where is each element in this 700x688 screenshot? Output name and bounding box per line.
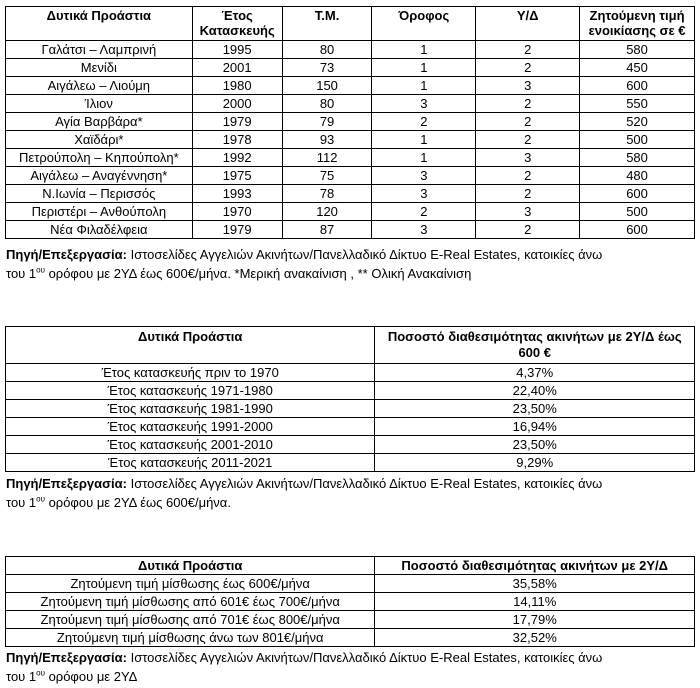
- table-cell: 2000: [192, 95, 282, 113]
- source-text: του 1: [6, 495, 37, 510]
- table-cell: 1980: [192, 77, 282, 95]
- table-row: [6, 113, 695, 131]
- table-cell: 2: [372, 203, 476, 221]
- table-cell: 80: [282, 95, 372, 113]
- table-row: [6, 41, 695, 59]
- source-note: [6, 245, 696, 283]
- table-cell: Περιστέρι – Ανθούπολη: [6, 203, 193, 221]
- table-row: [6, 131, 695, 149]
- header-sqm: Τ.Μ.: [282, 7, 372, 41]
- table-row: [6, 629, 695, 647]
- table-row: [6, 382, 695, 400]
- table-cell: 1992: [192, 149, 282, 167]
- table-cell: 35,58%: [375, 575, 695, 593]
- table-cell: 480: [580, 167, 695, 185]
- table-header-row: [6, 557, 695, 575]
- table-cell: 93: [282, 131, 372, 149]
- table-cell: 3: [372, 95, 476, 113]
- table-cell: Έτος κατασκευής 1991-2000: [6, 418, 375, 436]
- table-cell: 2: [476, 185, 580, 203]
- table-header-row: [6, 7, 695, 41]
- header-area: Δυτικά Προάστια: [6, 557, 375, 575]
- table-row: [6, 364, 695, 382]
- table-cell: 75: [282, 167, 372, 185]
- source-superscript: ου: [36, 494, 45, 504]
- source-text: του 1: [6, 669, 37, 684]
- table-cell: 550: [580, 95, 695, 113]
- header-area: Δυτικά Προάστια: [6, 7, 193, 41]
- table-cell: 150: [282, 77, 372, 95]
- table-cell: Αγία Βαρβάρα*: [6, 113, 193, 131]
- table-cell: 23,50%: [375, 436, 695, 454]
- table-cell: 580: [580, 41, 695, 59]
- table-cell: 87: [282, 221, 372, 239]
- table-cell: 600: [580, 221, 695, 239]
- table-cell: 2: [476, 113, 580, 131]
- table-cell: 3: [476, 203, 580, 221]
- rentals-table-body: [6, 41, 695, 239]
- table-cell: Ζητούμενη τιμή μίσθωσης από 701€ έως 800€/μήνα: [6, 611, 375, 629]
- table-cell: 600: [580, 77, 695, 95]
- table-cell: 2: [476, 131, 580, 149]
- table-cell: 3: [372, 167, 476, 185]
- table-cell: 2: [476, 41, 580, 59]
- header-availability: Ποσοστό διαθεσιμότητας ακινήτων με 2Υ/Δ έως 600 €: [375, 327, 695, 364]
- table-row: [6, 418, 695, 436]
- table-cell: Έτος κατασκευής 2011-2021: [6, 454, 375, 472]
- table-row: [6, 593, 695, 611]
- table-cell: 600: [580, 185, 695, 203]
- header-rent: Ζητούμενη τιμή ενοικίασης σε €: [580, 7, 695, 41]
- table-cell: 22,40%: [375, 382, 695, 400]
- table-cell: 3: [476, 77, 580, 95]
- table-row: [6, 400, 695, 418]
- availability-by-price-table: [5, 556, 695, 647]
- table-cell: 1: [372, 131, 476, 149]
- table-row: [6, 203, 695, 221]
- table-cell: Έτος κατασκευής 1971-1980: [6, 382, 375, 400]
- table-cell: 2: [476, 95, 580, 113]
- table-row: [6, 149, 695, 167]
- table-cell: 4,37%: [375, 364, 695, 382]
- table-cell: 23,50%: [375, 400, 695, 418]
- source-text: Ιστοσελίδες Αγγελιών Ακινήτων/Πανελλαδικό Δίκτυο E-Real Estates, κατοικίες άνω: [126, 247, 603, 262]
- table-cell: 1: [372, 149, 476, 167]
- table-cell: 79: [282, 113, 372, 131]
- table-cell: 3: [372, 221, 476, 239]
- table-cell: 1975: [192, 167, 282, 185]
- table-cell: 500: [580, 131, 695, 149]
- table-row: [6, 185, 695, 203]
- table-cell: Αιγάλεω – Λιούμη: [6, 77, 193, 95]
- source-text: ορόφου με 2ΥΔ έως 600€/μήνα. *Μερική ανακαίνιση , ** Ολική Ανακαίνιση: [44, 266, 472, 281]
- source-text: ορόφου με 2ΥΔ έως 600€/μήνα.: [44, 495, 231, 510]
- availability-by-year-body: [6, 364, 695, 472]
- table-row: [6, 77, 695, 95]
- source-text: ορόφου με 2ΥΔ: [44, 669, 138, 684]
- header-year: Έτος Κατασκευής: [192, 7, 282, 41]
- table-cell: 120: [282, 203, 372, 221]
- table-cell: 580: [580, 149, 695, 167]
- source-note: [6, 648, 696, 686]
- table-cell: 1978: [192, 131, 282, 149]
- table-cell: 1: [372, 41, 476, 59]
- table-row: [6, 167, 695, 185]
- source-label: Πηγή/Επεξεργασία:: [6, 650, 127, 665]
- table-cell: Πετρούπολη – Κηπούπολη*: [6, 149, 193, 167]
- table-cell: 1993: [192, 185, 282, 203]
- table-cell: Ίλιον: [6, 95, 193, 113]
- table-cell: Χαϊδάρι*: [6, 131, 193, 149]
- availability-by-price-body: [6, 575, 695, 647]
- header-bedrooms: Υ/Δ: [476, 7, 580, 41]
- source-note: [6, 474, 696, 512]
- table-row: [6, 454, 695, 472]
- table-cell: 32,52%: [375, 629, 695, 647]
- table-cell: Νέα Φιλαδέλφεια: [6, 221, 193, 239]
- availability-by-year-table: [5, 326, 695, 472]
- table-row: [6, 611, 695, 629]
- source-superscript: ου: [36, 265, 45, 275]
- rentals-table: [5, 6, 695, 239]
- header-floor: Όροφος: [372, 7, 476, 41]
- table-cell: 520: [580, 113, 695, 131]
- table-cell: 16,94%: [375, 418, 695, 436]
- table-cell: 2: [476, 59, 580, 77]
- source-text: Ιστοσελίδες Αγγελιών Ακινήτων/Πανελλαδικό Δίκτυο E-Real Estates, κατοικίες άνω: [126, 650, 603, 665]
- table-row: [6, 95, 695, 113]
- table-row: [6, 575, 695, 593]
- table-cell: 3: [476, 149, 580, 167]
- table-cell: 17,79%: [375, 611, 695, 629]
- table-cell: 2: [476, 167, 580, 185]
- table-cell: 78: [282, 185, 372, 203]
- table-cell: 2001: [192, 59, 282, 77]
- header-availability: Ποσοστό διαθεσιμότητας ακινήτων με 2Υ/Δ: [375, 557, 695, 575]
- table-cell: Έτος κατασκευής 1981-1990: [6, 400, 375, 418]
- table-cell: 1: [372, 59, 476, 77]
- table-cell: Ζητούμενη τιμή μίσθωσης από 601€ έως 700€/μήνα: [6, 593, 375, 611]
- table-cell: Αιγάλεω – Αναγέννηση*: [6, 167, 193, 185]
- table-cell: 1995: [192, 41, 282, 59]
- table-cell: Μενίδι: [6, 59, 193, 77]
- table-cell: Έτος κατασκευής πριν το 1970: [6, 364, 375, 382]
- table-cell: Ζητούμενη τιμή μίσθωσης άνω των 801€/μήνα: [6, 629, 375, 647]
- source-label: Πηγή/Επεξεργασία:: [6, 247, 127, 262]
- table-cell: 14,11%: [375, 593, 695, 611]
- table-row: [6, 59, 695, 77]
- table-cell: 9,29%: [375, 454, 695, 472]
- header-area: Δυτικά Προάστια: [6, 327, 375, 364]
- table-cell: 500: [580, 203, 695, 221]
- table-row: [6, 436, 695, 454]
- table-cell: 3: [372, 185, 476, 203]
- source-label: Πηγή/Επεξεργασία:: [6, 476, 127, 491]
- table-row: [6, 221, 695, 239]
- table-cell: 2: [372, 113, 476, 131]
- table-cell: 1: [372, 77, 476, 95]
- table-cell: 112: [282, 149, 372, 167]
- table-cell: 80: [282, 41, 372, 59]
- table-cell: Έτος κατασκευής 2001-2010: [6, 436, 375, 454]
- table-cell: 1979: [192, 221, 282, 239]
- source-text: Ιστοσελίδες Αγγελιών Ακινήτων/Πανελλαδικό Δίκτυο E-Real Estates, κατοικίες άνω: [126, 476, 603, 491]
- source-superscript: ου: [36, 668, 45, 678]
- table-cell: 450: [580, 59, 695, 77]
- table-cell: 73: [282, 59, 372, 77]
- table-cell: 1979: [192, 113, 282, 131]
- source-text: του 1: [6, 266, 37, 281]
- table-cell: 2: [476, 221, 580, 239]
- table-header-row: [6, 327, 695, 364]
- table-cell: 1970: [192, 203, 282, 221]
- table-cell: Γαλάτσι – Λαμπρινή: [6, 41, 193, 59]
- table-cell: Ν.Ιωνία – Περισσός: [6, 185, 193, 203]
- table-cell: Ζητούμενη τιμή μίσθωσης έως 600€/μήνα: [6, 575, 375, 593]
